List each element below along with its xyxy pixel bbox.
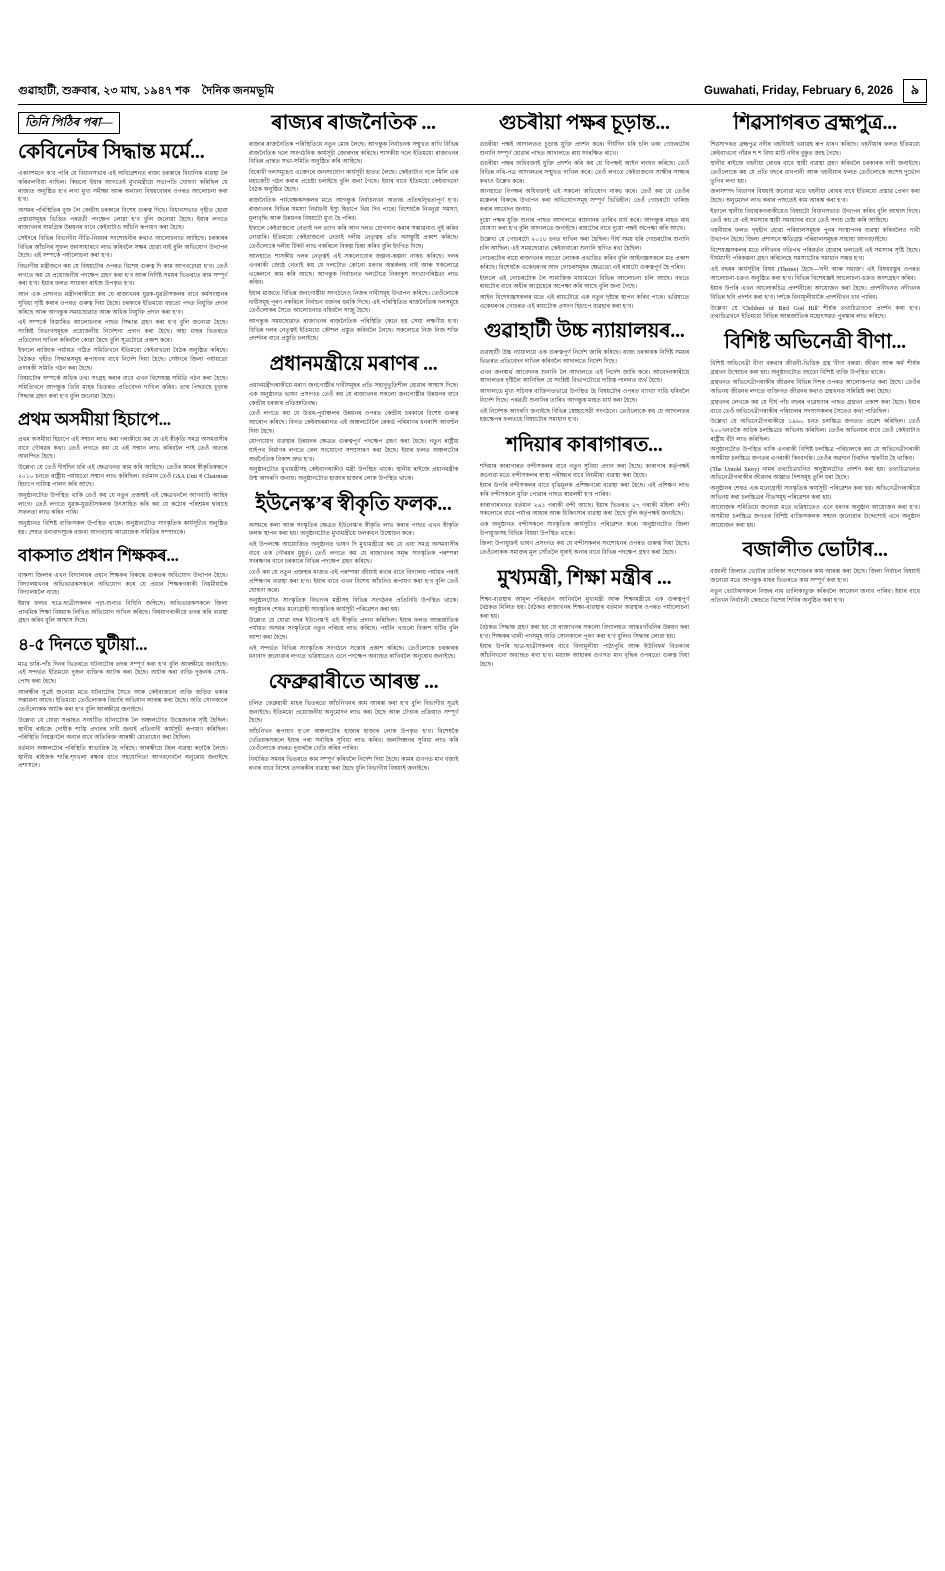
paragraph: এক অনুষ্ঠানত বন্দীসকলে সাংস্কৃতিক কাৰ্যসূচীও পৰিৱেশন কৰে। অনুষ্ঠানটোত জিলা উপায়ুক্তসহ বিভিন্ন বিষয়া উপস্থিত থাকে। (479, 522, 690, 537)
headline: বজালীত ভোটাৰ... (742, 539, 888, 562)
story-baksa-headmaster (18, 546, 228, 626)
paragraph: উল্লেখ্য যে যোৱা বছৰ ইউনেস্ক’ই এই স্বীকৃতি প্ৰদান কৰিছিল। ইয়াৰ ফলত আন্তৰ্জাতিক পৰ্যায়ত অসমৰ সংস্কৃতিয়ে নতুন পৰিচয় লাভ কৰিছে। পৰ্যটন খণ্ডৰো বিকাশ ঘটিব বুলি আশা কৰা হৈছে। (248, 617, 459, 641)
paragraph: এই বছৰৰ কাৰ্যসূচীৰ বিষয় (Theme) হৈছে—'নদী আৰু সমাজ'। এই বিষয়বস্তুৰ ওপৰত আলোচনা-চক্ৰও অনুষ্ঠিত কৰা হ’ব। বিভিন্ন বিশেষজ্ঞই আলোচনা-চক্ৰত অংশগ্ৰহণ কৰিব। (710, 266, 920, 282)
paragraph: জলসম্পদ বিভাগৰ বিষয়াই জনোৱা মতে খহনীয়া ৰোধৰ বাবে ইতিমধ্যে প্ৰস্তাৱ প্ৰেৰণ কৰা হৈছে। অনুমোদন লাভ কৰাৰ পাছতেই কাম আৰম্ভ কৰা হ’ব। (710, 189, 920, 205)
paragraph: আনহাতে বিপক্ষৰ অধিবক্তাই এই সকলো অভিযোগ নাকচ কৰে। তেওঁ কয় যে তেওঁৰ মক্কেলৰ বিৰুদ্ধে উত্থাপন কৰা অভিযোগসমূহ সম্পূৰ্ণ ভিত্তিহীন। তেওঁ গোচৰটো খাৰিজ কৰাৰ আবেদন জনায়। (479, 189, 690, 213)
headline: প্ৰথম অসমীয়া হিচাপে... (18, 410, 171, 430)
paragraph: শিক্ষা-ব্যৱস্থাৰ আমূল পৰিৱৰ্তন আনিবলৈ মুখ্যমন্ত্ৰী আৰু শিক্ষামন্ত্ৰীয়ে এক গুৰুত্বপূৰ্ণ বৈঠকত মিলিত হয়। বৈঠকত ৰাজ্যখনৰ শিক্ষা-ব্যৱস্থাৰ বৰ্তমান অৱস্থাৰ ওপৰত পৰ্যালোচনা কৰা হয়। (479, 596, 690, 621)
paragraph: চলিত ফেব্ৰুৱাৰী মাহৰ ভিতৰতে আঁচনিখনৰ কাম আৰম্ভ কৰা হ’ব বুলি বিভাগীয় সূত্ৰই জনাইছে। ইতিমধ্যে প্ৰয়োজনীয় অনুমোদন লাভ কৰা হৈছে আৰু টেণ্ডাৰ প্ৰক্ৰিয়াও সম্পূৰ্ণ হৈছে। (248, 701, 459, 725)
paragraph: ইয়াৰ উপৰি ছাত্ৰ-ছাত্ৰীসকলৰ বাবে বিনামূলীয়া পাঠ্যপুথি আৰু ইউনিফৰ্ম বিতৰণৰ আঁচনিখনো অব্যাহত ৰখা হ’ব। মধ্যাহ্ন আহাৰৰ গুণগত মান বৃদ্ধিৰ ওপৰতো গুৰুত্ব দিয়া হৈছে। (479, 644, 690, 668)
paragraph: শিৱসাগৰত ব্ৰহ্মপুত্ৰ নদীৰ খহনীয়াই ভয়াৱহ ৰূপ ধাৰণ কৰিছে। খহনীয়াৰ ফলত ইতিমধ্যে কেইবাখনো গাঁৱৰ শ শ বিঘা মাটি নদীৰ বুকুত জাহ গৈছে। (710, 142, 920, 157)
paragraph: যোগাযোগ ব্যৱস্থাৰ উন্নয়নৰ ক্ষেত্ৰত গুৰুত্বপূৰ্ণ পদক্ষেপ গ্ৰহণ কৰা হৈছে। নতুন ৰাষ্ট্ৰীয় ঘাইপথ নিৰ্মাণৰ লগতে ৰেল সংযোগো সম্প্ৰসাৰণ কৰা হৈছে। ইয়াৰ ফলত অঞ্চলটোৰ অৰ্থনৈতিক বিকাশ দ্ৰুত হ’ব। (248, 439, 459, 463)
paragraph: ইয়াৰ মাজতে বিভিন্ন জনগোষ্ঠীয় সংগঠনেও নিজৰ দাবীসমূহ উত্থাপন কৰিছে। তেওঁলোকে দাবীসমূহ পূৰণ নকৰিলে নিৰ্বাচন বৰ্জনৰ হুমকি দিছে। এই পৰিস্থিতিত ৰাজনৈতিক দলসমূহে তেওঁলোকৰ সৈতে আলোচনাত বহিবলৈ সাজু হৈছে। (248, 291, 459, 315)
paragraph: গুচৰীয়া পক্ষই আদালতত চূড়ান্ত যুক্তি প্ৰদৰ্শন কৰে। দীৰ্ঘদিন ধৰি চলি থকা গোচৰটোৰ শুনানি সম্পূৰ্ণ হোৱাৰ পাছত আদালতে ৰায় সংৰক্ষিত ৰাখে। (479, 142, 690, 157)
story-body (18, 170, 228, 401)
paragraph: তেওঁ লগতে কয় যে উত্তৰ-পূৰ্বাঞ্চলৰ উন্নয়নৰ ওপৰত কেন্দ্ৰীয় চৰকাৰে বিশেষ গুৰুত্ব আৰোপ কৰিছে। বিগত কেইবছৰমানত এই অঞ্চলটোলৈ ৰেকৰ্ড পৰিমাণৰ ধনৰাশি আবণ্টন দিয়া হৈছে। (248, 411, 459, 435)
story-actress-bina (710, 331, 920, 530)
story-body (480, 349, 690, 425)
paragraph: গুচৰীয়া পক্ষৰ অধিবক্তাই যুক্তি প্ৰদৰ্শন কৰি কয় যে বিপক্ষই আইন লংঘন কৰিছে। তেওঁ বিভিন্ন নথি-পত্ৰ আদালতৰ সন্মুখত দাখিল কৰে। তেওঁ লগতে কেইবাজনো সাক্ষীৰ সাক্ষ্যৰ কথাও উল্লেখ কৰে। (479, 161, 690, 185)
headline: বাকসাত প্ৰধান শিক্ষকৰ... (18, 546, 179, 566)
paragraph: গোচৰটোৰ ৰায়ে ৰাজ্যখনৰ বহুতো লোকক প্ৰভাৱিত কৰিব বুলি আইনজ্ঞসকলে মত প্ৰকাশ কৰিছে। বিশেষকৈ একেধৰণৰ আন গোচৰসমূহৰ ক্ষেত্ৰতো এই ৰায়টো গুৰুত্বপূৰ্ণ হৈ পৰিব। (479, 256, 690, 271)
paragraph: বজালী জিলাত ভোটাৰ তালিকা সংশোধনৰ কাম আৰম্ভ কৰা হৈছে। জিলা নিৰ্বাচন বিষয়াই জনোৱা মতে আগন্তুক মাহৰ ভিতৰতে কাম সম্পূৰ্ণ কৰা হ’ব। (710, 569, 920, 585)
paragraph: ইফালে ৰাজ্যিক পৰ্যায়ত গঠিত সমিতিখনে ইতিমধ্যে কেইবাখনো বৈঠক অনুষ্ঠিত কৰিছে। বৈঠকত গৃহীত সিদ্ধান্তসমূহ ৰূপায়ণৰ বাবে নিৰ্দেশ দিয়া হৈছে। সেইদৰে জিলা পৰ্যায়তো তদাৰকী সমিতি গঠন কৰা হৈছে। (18, 348, 228, 372)
paragraph: অনুষ্ঠানটোত উপস্থিত থাকি এগৰাকী বিশিষ্ট চলচ্চিত্ৰ পৰিচালকে কয় যে অভিনেত্ৰীগৰাকী অসমীয়া চলচ্চিত্ৰ জগতৰ এগৰাকী কিংবদন্তি। তেওঁৰ অৱদান চিৰদিন স্মৰণীয় হৈ থাকিব। (710, 447, 920, 462)
story-body (249, 522, 459, 662)
paragraph: এই নিৰ্দেশক আদৰণি জনাইছে বিভিন্ন স্বেচ্ছাসেৱী সংগঠনে। তেওঁলোকে কয় যে আদালতৰ হস্তক্ষেপৰ ফলতহে বিষয়টোৰ সমাধান হ’ব। (479, 408, 690, 424)
story-body (18, 572, 228, 626)
headline: শদিয়াৰ কাৰাগাৰত... (506, 433, 663, 456)
masthead (18, 78, 927, 104)
paragraph: গ্ৰন্থখনত অভিনেত্ৰীগৰাকীৰ জীৱনৰ বিভিন্ন দিশৰ ওপৰত আলোকপাত কৰা হৈছে। তেওঁৰ অভিনয় জীৱনৰ লগতে ব্যক্তিগত জীৱনৰ কথাও গ্ৰন্থখনত সন্নিৱিষ্ট কৰা হৈছে। (710, 380, 920, 396)
paper-name: দৈনিক জনমভূমি (201, 84, 275, 97)
masthead-divider (18, 104, 927, 105)
masthead-right-group (704, 79, 927, 103)
column-2 (249, 112, 466, 1561)
paragraph: আগন্তুক সময়ছোৱাত ৰাজ্যখনৰ ৰাজনৈতিক পৰিস্থিতি কেনে হয় সেয়া লক্ষণীয় হ’ব। বিভিন্ন দলৰ নেতৃত্বই ইতিমধ্যে কৌশল প্ৰস্তুত কৰিবলৈ লৈছে। সকলোৱে নিজ নিজ শক্তি প্ৰদৰ্শনৰ বাবে প্ৰস্তুতি চলাইছে। (248, 319, 459, 343)
paragraph: আন এক প্ৰসংগত মন্ত্ৰীগৰাকীয়ে কয় যে ৰাজ্যখনৰ যুৱক-যুৱতীসকলৰ বাবে কৰ্মসংস্থানৰ সুবিধা সৃষ্টি কৰাৰ ওপৰত গুৰুত্ব দিয়া হৈছে। চৰকাৰে ইতিমধ্যে বহুতো পদত নিযুক্তি প্ৰদান কৰিছে আৰু আগন্তুক সময়ছোৱাত আৰু অধিক নিযুক্তি প্ৰদান কৰা হ’ব। (18, 292, 228, 316)
paragraph: অনুষ্ঠানত বিশিষ্ট ব্যক্তিসকল উপস্থিত থাকে। অনুষ্ঠানটোত সাংস্কৃতিক কাৰ্যসূচীও অনুষ্ঠিত হয়। শেষত ধন্যবাদসূচক বক্তব্য আগবঢ়ায় আয়োজক সমিতিৰ সম্পাদকে। (18, 521, 228, 536)
paragraph: আইন বিশেষজ্ঞসকলৰ মতে এই ৰায়টোৱে এক নতুন দৃষ্টান্ত স্থাপন কৰিব পাৰে। ভৱিষ্যতে একেধৰণৰ গোচৰত এই ৰায়টোক প্ৰসংগ হিচাপে ব্যৱহাৰ কৰা হ’ব। (479, 295, 690, 310)
paragraph: গুৱাহাটী উচ্চ ন্যায়ালয়ে এক গুৰুত্বপূৰ্ণ নিৰ্দেশ জাৰি কৰিছে। ৰাজ্য চৰকাৰক নিৰ্দিষ্ট সময়ৰ ভিতৰত প্ৰতিবেদন দাখিল কৰিবলৈ আদালতে নিৰ্দেশ দিছে। (479, 350, 690, 366)
headline: গুৱাহাটী উচ্চ ন্যায়ালয়ৰ... (484, 320, 685, 343)
story-body (710, 360, 920, 530)
story-body (18, 436, 228, 538)
paragraph: ইয়াৰ ফলত ছাত্ৰ-ছাত্ৰীসকলৰ পঢ়া-শুনাত বিঘিনি জন্মিছে। অভিভাৱকসকলে জিলা প্ৰাথমিক শিক্ষা বিষয়াক লিখিত অভিযোগ দাখিল কৰিছে। বিষয়াগৰাকীয়ে তদন্ত কৰি ব্যৱস্থা গ্ৰহণ কৰিব বুলি আশ্বাস দিছে। (18, 601, 228, 625)
paragraph: বিষয়টোৰ সম্পৰ্কে অধিক তথ্য সংগ্ৰহ কৰাৰ বাবে এখন বিশেষজ্ঞ সমিতি গঠন কৰা হৈছে। সমিতিখনে আগন্তুক তিনি মাহৰ ভিতৰত প্ৰতিবেদন দাখিল কৰিব। তাৰ পিছতহে চূড়ান্ত সিদ্ধান্ত গ্ৰহণ কৰা হ’ব বুলি জনোৱা হৈছে। (18, 376, 228, 400)
paragraph: ইয়াৰ উপৰি বন্দীসকলৰ বাবে বৃত্তিমূলক প্ৰশিক্ষণৰো ব্যৱস্থা কৰা হৈছে। এই প্ৰশিক্ষণ লাভ কৰি বন্দীসকলে মুক্তি পোৱাৰ পাছত স্বাৱলম্বী হ’ব পাৰিব। (479, 483, 690, 498)
paragraph: বিশিষ্ট অভিনেত্ৰী বীণা বৰুৱাৰ জীৱনী-ভিত্তিক গ্ৰন্থ 'বীণা বৰুৱা: জীৱন আৰু কৰ্ম' শীৰ্ষক গ্ৰন্থখন উন্মোচন কৰা হয়। অনুষ্ঠানটোত বহুতো বিশিষ্ট ব্যক্তি উপস্থিত থাকে। (710, 361, 920, 376)
paragraph: এই উপলক্ষে আয়োজিত অনুষ্ঠানত ভাষণ দি মুখ্যমন্ত্ৰীয়ে কয় যে এয়া সমগ্ৰ অসমবাসীৰ বাবে এক গৌৰৱৰ মুহূৰ্ত। তেওঁ লগতে কয় যে ৰাজ্যখনৰ সমৃদ্ধ সাংস্কৃতিক পৰম্পৰা সংৰক্ষণৰ বাবে চৰকাৰে বিভিন্ন পদক্ষেপ গ্ৰহণ কৰিছে। (248, 542, 459, 566)
headline: বিশিষ্ট অভিনেত্ৰী বীণা... (724, 331, 906, 354)
headline: মুখ্যমন্ত্ৰী, শিক্ষা মন্ত্ৰীৰ ... (497, 566, 672, 589)
story-body (710, 568, 920, 605)
headline: গুচৰীয়া পক্ষৰ চূড়ান্ত... (498, 112, 670, 134)
paragraph: বৰ্তমান অঞ্চলটোৰ পৰিস্থিতি স্বাভাৱিক হৈ পৰিছে। আৰক্ষীয়ে টহল ব্যৱস্থা কঢ়াকৈ লৈছে। স্থানীয় ৰাইজক শান্তি-শৃংখলা ৰক্ষাৰ বাবে সহযোগিতা আগবঢ়াবলৈ অনুৰোধ জনাইছে প্ৰশাসনে। (18, 745, 228, 770)
column-grid (18, 112, 927, 1561)
paragraph: অসমৰ পৰিস্থিতিৰ বুজ লৈ কেন্দ্ৰীয় চৰকাৰে বিশেষ গুৰুত্ব দিছে। বিধানসভাত গৃহীত হোৱা প্ৰস্তাৱসমূহৰ ভিত্তিত পৰৱৰ্তী পদক্ষেপ লোৱা হ’ব বুলি জনোৱা হৈছে। ইয়াৰ লগতে ৰাজ্যখনৰ সামগ্ৰিক উন্নয়নৰ বাবে কেইবাটাও আঁচনি ৰূপায়ণ কৰা হৈছে। (18, 207, 228, 232)
paragraph: আৰক্ষীৰ সূত্ৰই জনোৱা মতে ঘটনাটোৰ সৈতে আৰু কেইবাজনো ব্যক্তি জড়িত থকাৰ সম্ভাৱনা আছে। ইতিমধ্যে তেওঁলোকক বিচাৰি অভিযান আৰম্ভ কৰা হৈছে। অতি সোনকালে তেওঁলোকক আটক কৰা হ’ব বুলি আৰক্ষীয়ে জনাইছে। (18, 689, 228, 714)
story-pm-moran (249, 353, 459, 484)
paragraph: ৰাজ্যৰ ৰাজনৈতিক পৰিস্থিতিয়ে নতুন মোৰ লৈছে। আগন্তুক নিৰ্বাচনক সন্মুখত ৰাখি বিভিন্ন ৰাজনৈতিক দলে সাংগঠনিক কাৰ্যসূচী জোৰদাৰ কৰিছে। শাসকীয় দলে ইতিমধ্যে ৰাজ্যখনৰ বিভিন্ন প্ৰান্তত সভা-সমিতি অনুষ্ঠিত কৰি আহিছে। (248, 142, 459, 166)
story-body (249, 700, 459, 774)
story-cabinet-decision (18, 141, 228, 401)
paragraph: আঁচনিখন ৰূপায়ণ হ’লে অঞ্চলটোৰ হাজাৰ হাজাৰ লোক উপকৃত হ’ব। বিশেষকৈ খেতিয়কসকলে ইয়াৰ পৰা সৰ্বাধিক সুবিধা লাভ কৰিব। জলসিঞ্চনৰ সুবিধা লাভ কৰি তেওঁলোকে বছৰত দুবাৰকৈ খেতি কৰিব পাৰিব। (248, 729, 459, 753)
paragraph: আদালতে মুখ্য সচিবক ব্যক্তিগতভাৱে উপস্থিত হৈ বিষয়টোৰ ওপৰত ব্যাখ্যা দাঙি ধৰিবলৈ নিৰ্দেশ দিছে। পৰৱৰ্তী শুনানিৰ তাৰিখ আগন্তুক মাহত ধাৰ্য কৰা হৈছে। (479, 389, 690, 404)
paragraph: উল্লেখ্য যে তেওঁ দীৰ্ঘদিন ধৰি এই ক্ষেত্ৰখনত কাম কৰি আহিছে। তেওঁৰ কামৰ স্বীকৃতিস্বৰূপে ২০১০ চনতে ৰাষ্ট্ৰীয় পৰ্যায়তো সন্মান লাভ কৰিছিল। বৰ্তমান তেওঁ GSA Unit ৰ Chairman হিচাপে দায়িত্ব পালন কৰি আছে। (18, 464, 228, 489)
masthead-date-english: Guwahati, Friday, February 6, 2026 (704, 85, 893, 97)
paragraph: (The Untold Story) নামৰ তথ্যচিত্ৰখনিও অনুষ্ঠানটোত প্ৰদৰ্শন কৰা হয়। তথ্যচিত্ৰখনত অভিনেত্ৰীগৰাকীৰ জীৱনৰ অজ্ঞাত দিশসমূহ তুলি ধৰা হৈছে। (710, 466, 920, 482)
paragraph: মাত্ৰ চাৰি-পাঁচ দিনৰ ভিতৰতে ঘটনাটোৰ তদন্ত সম্পূৰ্ণ কৰা হ’ব বুলি আৰক্ষীয়ে জনাইছে। এই সন্দৰ্ভত ইতিমধ্যে দুজন ব্যক্তিক আটক কৰা হৈছে। আটক কৰা ব্যক্তি দুজনক সোধ-পোছ কৰা হৈছে। (18, 661, 228, 686)
story-body (480, 463, 690, 558)
paragraph: আনহাতে শাসকীয় দলৰ নেতৃত্বই এই সকলোবোৰ জল্পনা-কল্পনা নাকচ কৰিছে। দলৰ এগৰাকী জ্যেষ্ঠ নেতাই কয় যে দলটোত কোনো ধৰণৰ অন্তৰ্কলহ নাই আৰু সকলোৱে একেলগে কাম কৰি আছে। আগন্তুক নিৰ্বাচনত দলটোৱে নিৰংকুশ সংখ্যাগৰিষ্ঠতা লাভ কৰিব। (248, 254, 459, 287)
story-state-politics (249, 112, 459, 344)
story-gauhati-high-court (480, 320, 690, 425)
column-4 (710, 112, 927, 1561)
story-cm-education-minister (480, 567, 690, 670)
paragraph: অনুষ্ঠানৰ শেষত এক মনোগ্ৰাহী সাংস্কৃতিক কাৰ্যসূচী পৰিৱেশন কৰা হয়। অভিনেত্ৰীগৰাকীয়ে অভিনয় কৰা চলচ্চিত্ৰৰ গীতসমূহ পৰিৱেশন কৰা হয়। (710, 486, 920, 501)
story-bajali-voter (710, 539, 920, 605)
paragraph: স্থানীয় ৰাইজে খহনীয়া ৰোধৰ বাবে স্থায়ী ব্যৱস্থা গ্ৰহণ কৰিবলৈ চৰকাৰক দাবী জনাইছে। তেওঁলোকে কয় যে প্ৰতি বছৰে বানপানী আৰু খহনীয়াৰ ফলত তেওঁলোকে অশেষ দুৰ্ভোগ ভুগিব লগা হয়। (710, 161, 920, 185)
masthead-left-group (18, 82, 274, 101)
paragraph: জিলা উপায়ুক্তই ভাষণ প্ৰসংগত কয় যে বন্দীসকলৰ সংশোধনৰ ওপৰত গুৰুত্ব দিয়া হৈছে। তেওঁলোকক সমাজৰ মূল সোঁতলৈ ঘূৰাই অনাৰ বাবে বিভিন্ন পদক্ষেপ গ্ৰহণ কৰা হৈছে। (479, 541, 690, 557)
story-sivasagar-brahmaputra (710, 112, 920, 322)
paragraph: অনুষ্ঠানটোত উপস্থিত থাকি তেওঁ কয় যে নতুন প্ৰজন্মই এই ক্ষেত্ৰখনলৈ আগবাঢ়ি আহিব লাগে। তেওঁ লগতে যুৱক-যুৱতীসকলক উৎসাহিত কৰি কয় যে কঠোৰ পৰিশ্ৰমৰ দ্বাৰাহে সফলতা লাভ কৰিব পাৰি। (18, 493, 228, 517)
story-ghutia-four-five-days (18, 635, 228, 771)
story-body (18, 661, 228, 771)
story-first-assamese (18, 410, 228, 537)
paragraph: উল্লেখ্য যে অভিনেত্ৰীগৰাকীয়ে ১৯৬০ চনত চলচ্চিত্ৰ জগতত প্ৰৱেশ কৰিছিল। তেওঁ ২০০খনতকৈ অধিক চলচ্চিত্ৰত অভিনয় কৰিছিল। তেওঁৰ অভিনয়ৰ বাবে তেওঁ কেইবাটাও ৰাষ্ট্ৰীয় বঁটা লাভ কৰিছিল। (710, 419, 920, 443)
paragraph: ইফালে স্থানীয় বিধায়কগৰাকীয়েও বিষয়টো বিধানসভাত উত্থাপন কৰিব বুলি আশ্বাস দিছে। তেওঁ কয় যে এই সমস্যাৰ স্থায়ী সমাধানৰ বাবে তেওঁ সদায় চেষ্টা কৰি আহিছে। (710, 208, 920, 224)
headline: প্ৰধানমন্ত্ৰীয়ে মৰাণৰ ... (269, 353, 438, 376)
column-1 (18, 112, 235, 1561)
paragraph: ইয়াৰ উপৰি এখন আলোকচিত্ৰ প্ৰদৰ্শনীৰো আয়োজন কৰা হৈছে। প্ৰদৰ্শনীখনত নদীখনৰ বিভিন্ন ছবি প্ৰদৰ্শন কৰা হ’ব। দৰ্শকে বিনামূলীয়াকৈ প্ৰদৰ্শনীখন চাব পাৰিব। (710, 286, 920, 301)
paragraph: কাৰাগাৰখনত বৰ্তমান ২৬১ গৰাকী বন্দী আছে। ইয়াৰ ভিতৰত ২৭ গৰাকী মহিলা বন্দী। সকলোৰে বাবে পৰ্যাপ্ত আহাৰ আৰু চিকিৎসাৰ ব্যৱস্থা কৰা হৈছে বুলি কৰ্তৃপক্ষই জনাইছে। (479, 502, 690, 518)
paragraph: বৈঠকত সিদ্ধান্ত গ্ৰহণ কৰা হয় যে ৰাজ্যখনৰ সকলো বিদ্যালয়ত আন্তঃগাঁথনিৰ উন্নয়ন কৰা হ’ব। শিক্ষকৰ খালী পদসমূহ অতি সোনকালে পূৰণ কৰা হ’ব বুলিও সিদ্ধান্ত লোৱা হয়। (479, 624, 690, 640)
page-number: ৯ (903, 79, 927, 103)
story-body (249, 382, 459, 484)
paragraph: নিৰ্ধাৰিত সময়ৰ ভিতৰতে কাম সম্পূৰ্ণ কৰিবলৈ নিৰ্দেশ দিয়া হৈছে। কামৰ গুণগত মান বজাই ৰখাৰ বাবে বিশেষ তদাৰকীৰ ব্যৱস্থা কৰা হৈছে বুলি বিভাগীয় বিষয়াই জনাইছে। (248, 757, 459, 772)
paragraph: একাংশমনে ক’ব পাৰি যে বিধানসভাৰ এই অধিৱেশনত ৰাজ্য চৰকাৰে বিধানিক ব্যৱস্থা লৈ কৰিবলগীয়া নাছিল। কিয়নো ইয়াৰ আগতেই মুখ্যমন্ত্ৰীয়ে সভাপতি ঘোষণা কৰিছিল যে ৰাজ্যত অনুষ্ঠিত হ’ব লগা মুখ্য সমীক্ষা আৰু অন্যান্য বিষয়বোৰৰ ওপৰত আলোচনা কৰা হ’ব। (18, 171, 228, 204)
masthead-date-assamese: গুৱাহাটী, শুক্ৰবাৰ, ২৩ মাঘ, ১৯৪৭ শক (18, 84, 191, 97)
paragraph: অসমৰে কলা আৰু সংস্কৃতিৰ ক্ষেত্ৰত ইউনেস্ক’ৰ স্বীকৃতি লাভ কৰাৰ পাছত এখন স্বীকৃতি ফলক স্থাপন কৰা হয়। অনুষ্ঠানটোত মুখ্যমন্ত্ৰীয়ে ফলকখন উন্মোচন কৰে। (248, 522, 459, 538)
headline: ৪-৫ দিনতে ঘুটীয়া... (18, 635, 148, 655)
headline: কেবিনেটৰ সিদ্ধান্ত মৰ্মে... (18, 141, 205, 164)
headline: ফেব্ৰুৱাৰীতে আৰম্ভ ... (268, 671, 439, 693)
story-sadiya-jail (480, 434, 690, 558)
headline: ইউনেস্ক’ৰ স্বীকৃতি ফলক... (255, 492, 452, 515)
paragraph: এই সম্পৰ্কে বিস্তাৰিত আলোচনাৰ পাছত সিদ্ধান্ত গ্ৰহণ কৰা হ’ব বুলি জনোৱা হৈছে। সংশ্লিষ্ট বিভাগসমূহক প্ৰয়োজনীয় নিৰ্দেশনা প্ৰদান কৰা হৈছে। অহা মাহৰ ভিতৰতে প্ৰতিবেদন দাখিল কৰিবলৈ কোৱা হৈছে বুলি সূত্ৰটোৱে প্ৰকাশ কৰে। (18, 320, 228, 344)
story-body (480, 141, 690, 311)
paragraph: বিভাগীয় মন্ত্ৰীজনে কয় যে বিষয়টোৰ ওপৰত বিশেষ গুৰুত্ব দি কাম আগবঢ়োৱা হ’ব। তেওঁ লগতে কয় যে প্ৰয়োজনীয় পদক্ষেপ গ্ৰহণ কৰা হ’ব আৰু নিৰ্দিষ্ট সময়ৰ ভিতৰতে কাম সম্পূৰ্ণ কৰা হ’ব। ইয়াৰ ফলত সাধাৰণ ৰাইজ উপকৃত হ’ব। (18, 264, 228, 288)
paragraph: ৰাজনৈতিক পৰ্যবেক্ষকসকলৰ মতে আগন্তুক নিৰ্বাচনখন অত্যন্ত প্ৰতিদ্বন্দ্বিতাপূৰ্ণ হ’ব। ৰাজ্যখনৰ বিভিন্ন সমস্যা নিৰ্বাচনী ইস্যু হিচাপে থিয় দিব পাৰে। বিশেষকৈ নিবনুৱা সমস্যা, মূল্যবৃদ্ধি আৰু উন্নয়নৰ বিষয়টো মুখ্য হৈ পৰিব। (248, 198, 459, 222)
paragraph: নতুন ভোটাৰসকলে নিজৰ নাম তালিকাভুক্ত কৰিবলৈ আবেদন জনাব পাৰিব। ইয়াৰ বাবে প্ৰতিখন নিৰ্বাচনী কেন্দ্ৰতে বিশেষ শিবিৰ অনুষ্ঠিত কৰা হ’ব। (710, 588, 920, 604)
paragraph: ইফালে কেইবাজনো নেতাই দল ত্যাগ কৰি আন দলত যোগদান কৰাৰ সম্ভাৱনাও নুই কৰিব নোৱাৰি। ইতিমধ্যে কেইবাজনো নেতাই দলীয় নেতৃত্বৰ প্ৰতি অসন্তুষ্টি প্ৰকাশ কৰিছে। তেওঁলোকে দলীয় টিকট লাভ নকৰিলে বিকল্প চিন্তা কৰিব বুলি ইংগিত দিছে। (248, 226, 459, 250)
story-body (710, 141, 920, 322)
paragraph: অনুষ্ঠানটোত মুখ্যমন্ত্ৰীসহ কেইবাগৰাকীও মন্ত্ৰী উপস্থিত থাকে। স্থানীয় ৰাইজে প্ৰধানমন্ত্ৰীক উষ্ম আদৰণি জনায়। অনুষ্ঠানটোত হাজাৰ হাজাৰ লোক উপস্থিত থাকে। (248, 467, 459, 482)
paragraph: উল্লেখ্য যে 'Children of Bird God Hill' শীৰ্ষক তথ্যচিত্ৰখনো প্ৰদৰ্শন কৰা হ’ব। তথ্যচিত্ৰখনে ইতিমধ্যে বিভিন্ন আন্তৰ্জাতিক মহোৎসৱত পুৰস্কাৰ লাভ কৰিছে। (710, 305, 920, 321)
headline: ৰাজ্যৰ ৰাজনৈতিক ... (271, 112, 436, 134)
paragraph: বিশেষজ্ঞসকলৰ মতে নদীখনৰ গতিপথ পৰিৱৰ্তন হোৱাৰ ফলতেই এই সমস্যাৰ সৃষ্টি হৈছে। দীৰ্ঘম্যাদী পৰিকল্পনা গ্ৰহণ কৰিলেহে সমস্যাটোৰ সমাধান সম্ভৱ হ’ব। (710, 247, 920, 263)
paragraph: অনুষ্ঠানটোত সাংস্কৃতিক বিভাগৰ মন্ত্ৰীসহ বিভিন্ন সংগঠনৰ প্ৰতিনিধি উপস্থিত থাকে। অনুষ্ঠানৰ শেষত মনোগ্ৰাহী সাংস্কৃতিক কাৰ্যসূচী পৰিৱেশন কৰা হয়। (248, 598, 459, 613)
story-february-start (249, 671, 459, 774)
headline: শিৱসাগৰত ব্ৰহ্মপুত্ৰ... (733, 112, 897, 134)
paragraph: উল্লেখ্য যে যোৱা সপ্তাহত সংঘটিত ঘটনাটোক লৈ অঞ্চলটোত উত্তেজনাৰ সৃষ্টি হৈছিল। স্থানীয় ৰাইজে দোষীক শাস্তি প্ৰদানৰ দাবী জনাই প্ৰতিবাদী কাৰ্যসূচী ৰূপায়ণ কৰিছিল। পৰিস্থিতি নিয়ন্ত্ৰণলৈ অনাৰ বাবে অতিৰিক্ত আৰক্ষী মোতায়েন কৰা হৈছিল। (18, 717, 228, 742)
paragraph: উল্লেখ্য যে গোচৰটো ২০১৮ চনত দাখিল কৰা হৈছিল। দীৰ্ঘ সময় ধৰি গোচৰটোৰ শুনানি চলি আছিল। এই সময়ছোৱাত কেইবাবাৰো শুনানি স্থগিত ৰখা হৈছিল। (479, 236, 690, 252)
paragraph: এই সন্দৰ্ভত বিভিন্ন সাংস্কৃতিক সংগঠনে সন্তোষ প্ৰকাশ কৰিছে। তেওঁলোকে চৰকাৰক ধন্যবাদ জনোৱাৰ লগতে ভৱিষ্যতেও এনে পদক্ষেপ অব্যাহত ৰাখিবলৈ অনুৰোধ জনাইছে। (248, 645, 459, 661)
paragraph: বাকসা জিলাৰ এখন বিদ্যালয়ৰ প্ৰধান শিক্ষকৰ বিৰুদ্ধে গুৰুতৰ অভিযোগ উত্থাপন হৈছে। বিদ্যালয়খনৰ অভিভাৱকসকলে অভিযোগ কৰে যে প্ৰধান শিক্ষকগৰাকী নিয়মীয়াকৈ বিদ্যালয়লৈ নাহে। (18, 573, 228, 597)
paragraph: আয়োজক সমিতিয়ে জনোৱা মতে ভৱিষ্যতেও এনে ধৰণৰ অনুষ্ঠান আয়োজন কৰা হ’ব। অসমীয়া চলচ্চিত্ৰ জগতৰ বিশিষ্ট ব্যক্তিসকলক সন্মান জনোৱাৰ উদ্দেশ্যেই এনে অনুষ্ঠান আয়োজন কৰা হয়। (710, 505, 920, 529)
kicker-label: তিনি পিঠিৰ পৰা— (18, 112, 120, 134)
story-plaintiff-final (480, 112, 690, 311)
paragraph: দুয়ো পক্ষৰ যুক্তি শুনাৰ পাছত আদালতে ৰায়দানৰ তাৰিখ ধাৰ্য কৰে। আগন্তুক মাহত ৰায় ঘোষণা কৰা হ’ব বুলি আদালতে জনাইছে। ৰায়টোৰ বাবে দুয়ো পক্ষই অপেক্ষা কৰি আছে। (479, 217, 690, 233)
column-3 (480, 112, 697, 1561)
paragraph: প্ৰথম অসমীয়া হিচাপে এই সন্মান লাভ কৰা গৰাকীয়ে কয় যে এই স্বীকৃতি সমগ্ৰ অসমবাসীৰ বাবে গৌৰৱৰ কথা। তেওঁ লগতে কয় যে এই সন্মান লাভ কৰিবলৈ পাই তেওঁ অত্যন্ত আনন্দিত হৈছে। (18, 436, 228, 461)
paragraph: প্ৰধানমন্ত্ৰীগৰাকীয়ে মৰাণ জনগোষ্ঠীৰ দাবীসমূহৰ প্ৰতি সহানুভূতিশীল হোৱাৰ আশ্বাস দিছে। এক অনুষ্ঠানত ভাষণ প্ৰসংগত তেওঁ কয় যে ৰাজ্যখনৰ সকলো জনগোষ্ঠীৰ উন্নয়নৰ বাবে কেন্দ্ৰীয় চৰকাৰ প্ৰতিশ্ৰুতিবদ্ধ। (248, 383, 459, 407)
story-body (249, 141, 459, 344)
story-unesco-plaque (249, 493, 459, 662)
paragraph: এখন জনস্বাৰ্থ আবেদনৰ শুনানি লৈ আদালতে এই নিৰ্দেশ জাৰি কৰে। আবেদনকাৰীয়ে আদালতৰ দৃষ্টিলৈ আনিছিল যে সংশ্লিষ্ট বিভাগটোৱে দায়িত্ব পালনত ব্যৰ্থ হৈছে। (479, 369, 690, 385)
paragraph: গ্ৰন্থখনৰ লেখকে কয় যে দীৰ্ঘ পাঁচ বছৰৰ গৱেষণাৰ পাছত গ্ৰন্থখন প্ৰকাশ কৰা হৈছে। ইয়াৰ বাবে তেওঁ অভিনেত্ৰীগৰাকীৰ পৰিয়ালৰ সদস্যসকলৰ সৈতেও কথা পাতিছিল। (710, 399, 920, 415)
paragraph: বিৰোধী দলসমূহেও একেদৰে জনসংযোগ কাৰ্যসূচী হাতত লৈছে। কেইবাটাও দলে মিলি এক মহাজোঁট গঠন কৰাৰ প্ৰচেষ্টা চলাইছে বুলি জনা গৈছে। ইয়াৰ বাবে ইতিমধ্যে কেইবাখনো বৈঠক অনুষ্ঠিত হৈছে। (248, 170, 459, 194)
paragraph: শদিয়াৰ কাৰাগাৰত বন্দীসকলৰ বাবে নতুন সুবিধা প্ৰদান কৰা হৈছে। কাৰাগাৰ কৰ্তৃপক্ষই জনোৱা মতে বন্দীসকলৰ স্বাস্থ্য পৰীক্ষাৰ বাবে নিয়মীয়া ব্যৱস্থা কৰা হৈছে। (479, 463, 690, 479)
story-body (480, 596, 690, 670)
paragraph: ইফালে এই গোচৰটোক লৈ সামাজিক মাধ্যমতো বিভিন্ন আলোচনা চলি আছে। বহুতে ৰায়টোৰ বাবে অধীৰ আগ্ৰহেৰে অপেক্ষা কৰি আছে বুলি জনা গৈছে। (479, 275, 690, 291)
paragraph: তেওঁ কয় যে নতুন প্ৰজন্মৰ মাজত এই পৰম্পৰা জীয়াই ৰখাৰ বাবে বিদ্যালয় পৰ্যায়ৰ পৰাই প্ৰশিক্ষণৰ ব্যৱস্থা কৰা হ’ব। ইয়াৰ বাবে এখন বিশেষ আঁচনিও ৰূপায়ণ কৰা হ’ব বুলি তেওঁ ঘোষণা কৰে। (248, 570, 459, 594)
paragraph: সেইদৰে বিভিন্ন বিভাগীয় নীতি-নিয়মৰ সংশোধনীৰ কথাও আলোচনাত আহিছে। চৰকাৰৰ বিভিন্ন আঁচনিৰ সুফল জনসাধাৰণে লাভ কৰিবলৈ সক্ষম হোৱা নাই বুলি অভিযোগ উত্থাপন হৈছে। এই সম্পৰ্কে পৰ্যালোচনা কৰা হ’ব। (18, 236, 228, 260)
paragraph: খহনীয়াৰ ফলত গৃহহীন হোৱা পৰিয়ালসমূহক পুনৰ সংস্থাপনৰ ব্যৱস্থা কৰিবলৈও দাবী উত্থাপন হৈছে। জিলা প্ৰশাসনে ক্ষতিগ্ৰস্ত পৰিয়ালসমূহক সাহায্য আগবঢ়াইছে। (710, 228, 920, 243)
